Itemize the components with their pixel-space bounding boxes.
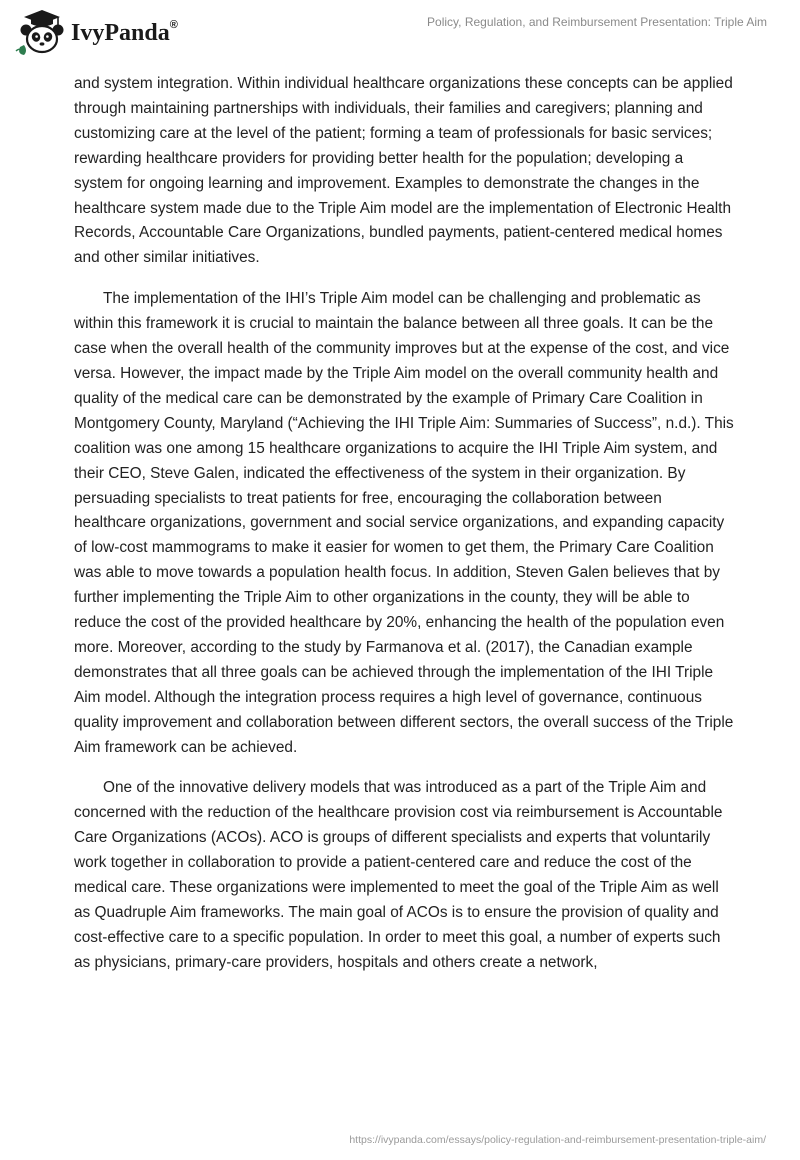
paragraph-1: and system integration. Within individual healthcare organizations these concepts can be applied through maintaining partnerships with individuals, their families and caregivers; planning and customizing care at the level of the patient; forming a team of professionals for basic services; rewarding healthcare providers for providing better health for the population; developing a system for ongoing learning and improvement. Examples to demonstrate the changes in the healthcare system made due to the Triple Aim model are the implementation of Electronic Health Records, Accountable Care Organizations, bundled payments, patient-centered medical homes and other similar initiatives. <box>74 75 733 267</box>
brand-logo[interactable] <box>14 7 178 57</box>
paragraph-3: One of the innovative delivery models that was introduced as a part of the Triple Aim and concerned with the reduction of the healthcare provision cost via reimbursement is Accountable Care Organizations (ACOs). ACO is groups of different specialists and experts that voluntarily work together in collaboration to provide a patient-centered care and reduce the cost of the medical care. These organizations were implemented to meet the goal of the Triple Aim as well as Quadruple Aim frameworks. The main goal of ACOs is to ensure the provision of quality and cost-effective care to a specific population. In order to meet this goal, a number of experts such as physicians, primary-care providers, hospitals and others create a network, <box>74 779 723 971</box>
page-header <box>0 0 800 60</box>
registered-mark: ® <box>169 18 178 31</box>
document-title: Policy, Regulation, and Reimbursement Presentation: Triple Aim <box>427 15 767 29</box>
essay-body <box>74 72 734 992</box>
source-url[interactable]: https://ivypanda.com/essays/policy-regulation-and-reimbursement-presentation-triple-aim/ <box>349 1134 766 1146</box>
paragraph-2: The implementation of the IHI’s Triple Aim model can be challenging and problematic as within this framework it is crucial to maintain the balance between all three goals. It can be the case when the overall health of the community improves but at the expense of the cost, and vice versa. However, the impact made by the Triple Aim model on the overall community health and quality of the medical care can be demonstrated by the example of Primary Care Coalition in Montgomery County, Maryland (“Achieving the IHI Triple Aim: Summaries of Success”, n.d.). This coalition was one among 15 healthcare organizations to acquire the IHI Triple Aim system, and their CEO, Steve Galen, indicated the effectiveness of the system in their organization. By persuading specialists to treat patients for free, encouraging the collaboration between healthcare organizations, government and social service organizations, and expanding capacity of low-cost mammograms to make it easier for women to get them, the Primary Care Coalition was able to move towards a population health focus. In addition, Steven Galen believes that by further implementing the Triple Aim to other organizations in the county, they will be able to reduce the cost of the provided healthcare by 20%, enhancing the health of the population even more. Moreover, according to the study by Farmanova et al. (2017), the Canadian example demonstrates that all three goals can be achieved through the implementation of the IHI Triple Aim model. Although the integration process requires a high level of governance, continuous quality improvement and collaboration between different sectors, the overall success of the Triple Aim framework can be achieved. <box>74 290 734 756</box>
panda-graduate-logo-icon <box>14 7 68 57</box>
brand-name: IvyPanda® <box>71 18 178 46</box>
